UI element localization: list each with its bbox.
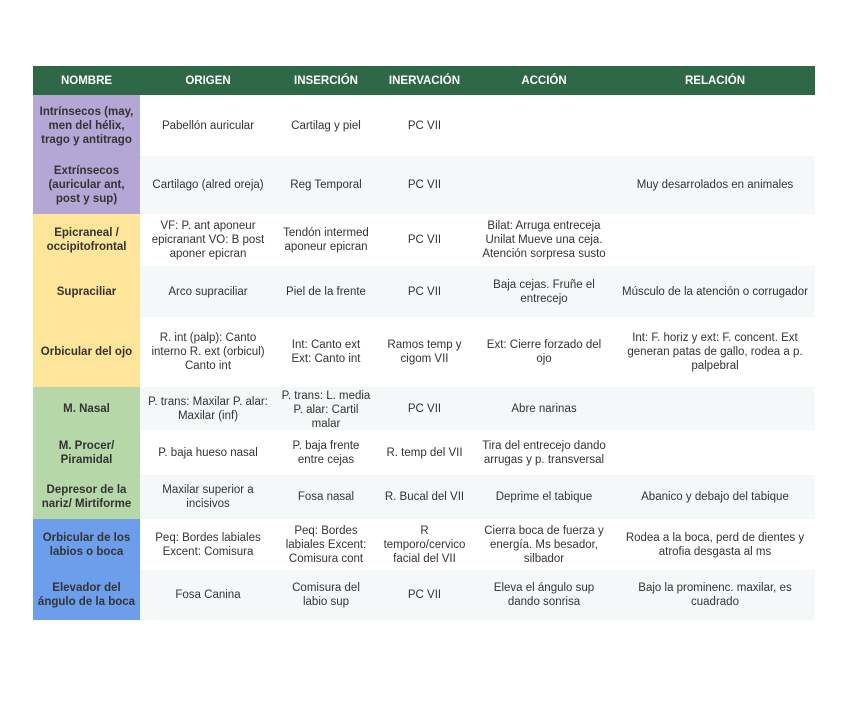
table-row xyxy=(33,317,815,387)
cell-origen xyxy=(140,475,276,519)
header-accion: ACCIÓN xyxy=(473,66,615,95)
cell-nombre xyxy=(33,475,140,519)
cell-insercion xyxy=(276,317,376,387)
cell-text-nombre: Depresor de la nariz/ Mirtiforme xyxy=(41,484,132,510)
table-row xyxy=(33,475,815,519)
cell-text-origen: Fosa Canina xyxy=(175,589,241,601)
cell-nombre xyxy=(33,156,140,214)
cell-text-accion: Ext: Cierre forzado del ojo xyxy=(486,339,602,365)
cell-nombre xyxy=(33,214,140,266)
cell-text-insercion: Fosa nasal xyxy=(297,491,355,503)
cell-relacion xyxy=(615,475,815,519)
header-inervacion: INERVACIÓN xyxy=(376,66,473,95)
cell-text-insercion: P. trans: L. media P. alar: Cartil malar xyxy=(281,390,371,428)
cell-text-origen: Cartilago (alred oreja) xyxy=(152,179,264,191)
cell-nombre xyxy=(33,387,140,430)
cell-text-relacion: Muy desarrolados en animales xyxy=(636,179,794,191)
cell-text-inervacion: R temporo/cervico facial del VII xyxy=(383,524,466,565)
muscle-table xyxy=(33,66,815,620)
table-body xyxy=(33,95,815,620)
cell-accion xyxy=(473,519,615,570)
cell-text-insercion: Tendón intermed aponeur epicran xyxy=(283,227,369,253)
cell-relacion xyxy=(615,387,815,430)
table-row xyxy=(33,95,815,156)
cell-insercion xyxy=(276,475,376,519)
cell-accion xyxy=(473,570,615,620)
header-relacion: RELACIÓN xyxy=(615,66,815,95)
cell-text-origen: R. int (palp): Canto interno R. ext (orbicul) Canto int xyxy=(151,332,265,372)
cell-inervacion xyxy=(376,519,473,570)
cell-insercion xyxy=(276,214,376,266)
header-row xyxy=(33,66,815,95)
cell-inervacion xyxy=(376,387,473,430)
cell-text-inervacion: R. Bucal del VII xyxy=(384,491,465,503)
cell-inervacion xyxy=(376,214,473,266)
cell-accion xyxy=(473,430,615,475)
cell-text-insercion: P. baja frente entre cejas xyxy=(292,439,360,466)
cell-text-origen: VF: P. ant aponeur epicranant VO: B post aponer epicran xyxy=(151,220,265,260)
cell-text-nombre: Elevador del ángulo de la boca xyxy=(37,582,136,608)
cell-origen xyxy=(140,430,276,475)
cell-text-accion: Abre narinas xyxy=(511,402,577,415)
table-row xyxy=(33,387,815,430)
cell-relacion xyxy=(615,266,815,317)
cell-text-accion: Baja cejas. Fruñe el entrecejo xyxy=(493,278,595,305)
header-origen: ORIGEN xyxy=(140,66,276,95)
cell-text-nombre: Orbicular de los labios o boca xyxy=(42,531,131,558)
cell-inervacion xyxy=(376,475,473,519)
cell-origen xyxy=(140,95,276,156)
cell-inervacion xyxy=(376,156,473,214)
cell-accion xyxy=(473,475,615,519)
cell-insercion xyxy=(276,387,376,430)
cell-origen xyxy=(140,387,276,430)
cell-origen xyxy=(140,317,276,387)
cell-relacion xyxy=(615,214,815,266)
cell-accion xyxy=(473,156,615,214)
cell-text-origen: Arco supraciliar xyxy=(168,285,248,298)
table-row xyxy=(33,214,815,266)
table-row xyxy=(33,430,815,475)
cell-nombre xyxy=(33,317,140,387)
table-row xyxy=(33,156,815,214)
cell-relacion xyxy=(615,317,815,387)
cell-text-accion: Cierra boca de fuerza y energía. Ms besador, silbador xyxy=(484,524,604,565)
cell-text-relacion: Bajo la prominenc. maxilar, es cuadrado xyxy=(638,582,792,608)
cell-text-nombre: M. Procer/ Piramidal xyxy=(58,439,115,466)
cell-text-accion: Bilat: Arruga entreceja Unilat Mueve una ceja. Atención sorpresa susto xyxy=(482,220,606,260)
cell-nombre xyxy=(33,430,140,475)
cell-insercion xyxy=(276,570,376,620)
cell-insercion xyxy=(276,95,376,156)
cell-inervacion xyxy=(376,266,473,317)
cell-text-inervacion: PC VII xyxy=(407,589,442,601)
cell-text-insercion: Piel de la frente xyxy=(286,285,366,298)
cell-text-origen: Maxilar superior a incisivos xyxy=(162,484,254,510)
cell-accion xyxy=(473,95,615,156)
cell-text-origen: P. trans: Maxilar P. alar: Maxilar (inf) xyxy=(148,395,268,422)
cell-text-nombre: Intrínsecos (may, men del hélix, trago y antitrago xyxy=(39,105,134,146)
cell-accion xyxy=(473,317,615,387)
cell-text-nombre: Epicraneal / occipitofrontal xyxy=(46,227,127,253)
cell-insercion xyxy=(276,266,376,317)
cell-relacion xyxy=(615,519,815,570)
cell-nombre xyxy=(33,570,140,620)
cell-nombre xyxy=(33,519,140,570)
cell-insercion xyxy=(276,519,376,570)
cell-inervacion xyxy=(376,430,473,475)
cell-nombre xyxy=(33,266,140,317)
table-row xyxy=(33,519,815,570)
cell-text-origen: Peq: Bordes labiales Excent: Comisura xyxy=(155,531,261,558)
header-nombre: NOMBRE xyxy=(33,66,140,95)
cell-relacion xyxy=(615,430,815,475)
cell-text-insercion: Peq: Bordes labiales Excent: Comisura cont xyxy=(285,524,367,565)
cell-text-inervacion: R. temp del VII xyxy=(386,446,463,459)
cell-text-nombre: Supraciliar xyxy=(56,285,117,298)
cell-inervacion xyxy=(376,570,473,620)
cell-origen xyxy=(140,570,276,620)
cell-text-relacion: Int: F. horiz y ext: F. concent. Ext generan patas de gallo, rodea a p. palpebral xyxy=(627,332,803,372)
cell-text-relacion: Rodea a la boca, perd de dientes y atrofia desgasta al ms xyxy=(625,531,805,558)
cell-insercion xyxy=(276,430,376,475)
cell-accion xyxy=(473,387,615,430)
cell-text-origen: P. baja hueso nasal xyxy=(158,446,258,459)
cell-text-inervacion: PC VII xyxy=(407,285,442,298)
cell-text-origen: Pabellón auricular xyxy=(161,119,255,132)
cell-origen xyxy=(140,156,276,214)
cell-text-insercion: Reg Temporal xyxy=(290,179,362,191)
cell-relacion xyxy=(615,95,815,156)
cell-text-relacion: Abanico y debajo del tabique xyxy=(641,491,789,503)
cell-text-inervacion: PC VII xyxy=(407,119,442,132)
cell-text-nombre: Orbicular del ojo xyxy=(40,346,133,358)
cell-text-relacion: Músculo de la atención o corrugador xyxy=(621,285,809,298)
table-row xyxy=(33,570,815,620)
cell-text-inervacion: PC VII xyxy=(407,179,442,191)
cell-text-inervacion: PC VII xyxy=(407,234,442,246)
cell-origen xyxy=(140,519,276,570)
cell-text-inervacion: PC VII xyxy=(407,402,442,415)
cell-origen xyxy=(140,214,276,266)
header-insercion: INSERCIÓN xyxy=(276,66,376,95)
cell-text-accion: Eleva el ángulo sup dando sonrisa xyxy=(493,582,595,608)
cell-relacion xyxy=(615,156,815,214)
cell-text-insercion: Int: Canto ext Ext: Canto int xyxy=(291,339,361,365)
cell-accion xyxy=(473,214,615,266)
cell-insercion xyxy=(276,156,376,214)
cell-text-accion: Tira del entrecejo dando arrugas y p. transversal xyxy=(482,439,606,466)
table-row xyxy=(33,266,815,317)
cell-origen xyxy=(140,266,276,317)
cell-nombre xyxy=(33,95,140,156)
cell-text-insercion: Comisura del labio sup xyxy=(292,582,360,608)
cell-text-inervacion: Ramos temp y cigom VII xyxy=(387,339,462,365)
cell-text-nombre: M. Nasal xyxy=(63,402,110,415)
cell-accion xyxy=(473,266,615,317)
cell-text-nombre: Extrínsecos (auricular ant, post y sup) xyxy=(48,165,125,205)
cell-inervacion xyxy=(376,317,473,387)
cell-text-insercion: Cartilag y piel xyxy=(291,119,361,132)
cell-text-accion: Deprime el tabique xyxy=(495,491,593,503)
cell-relacion xyxy=(615,570,815,620)
cell-inervacion xyxy=(376,95,473,156)
